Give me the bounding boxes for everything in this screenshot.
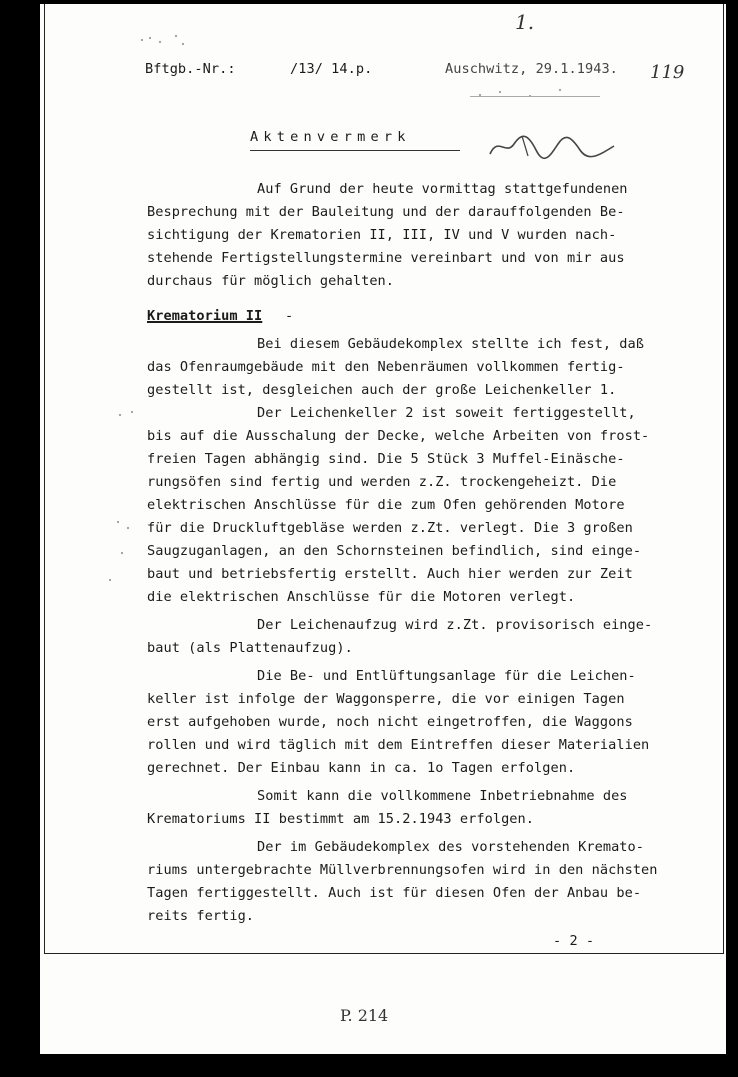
- para3-line-1: Der Leichenaufzug wird z.Zt. provisorisch einge-: [257, 617, 653, 633]
- para2-line-5: elektrischen Anschlüsse für die zum Ofen gehörenden Motore: [147, 497, 625, 513]
- para1-line-2: das Ofenraumgebäude mit den Nebenräumen vollkommen fertig-: [147, 359, 625, 375]
- para6-line-3: Tagen fertiggestellt. Auch ist für diesen Ofen der Anbau be-: [147, 885, 642, 901]
- para2-line-4: rungsöfen sind fertig und werden z.Z. trockengeheizt. Die: [147, 474, 617, 490]
- para2-line-9: die elektrischen Anschlüsse für die Motoren verlegt.: [147, 589, 576, 605]
- para6-line-1: Der im Gebäudekomplex des vorstehenden Kremato-: [257, 839, 645, 855]
- page-marker: - 2 -: [553, 933, 595, 949]
- reference-value: /13/ 14.p.: [290, 61, 373, 77]
- intro-line-3: sichtigung der Krematorien II, III, IV und V wurden nach-: [147, 227, 617, 243]
- para2-line-1: Der Leichenkeller 2 ist soweit fertiggestellt,: [257, 405, 636, 421]
- para4-line-1: Die Be- und Entlüftungsanlage für die Leichen-: [257, 668, 636, 684]
- intro-line-1: Auf Grund der heute vormittag stattgefundenen: [257, 181, 628, 197]
- para2-line-2: bis auf die Ausschalung der Decke, welche Arbeiten von frost-: [147, 428, 650, 444]
- section-heading: Krematorium II: [147, 308, 263, 324]
- para2-line-6: für die Druckluftgebläse werden z.Zt. verlegt. Die 3 großen: [147, 520, 633, 536]
- section-heading-dash: -: [285, 308, 294, 324]
- handwritten-page-number: 119: [650, 62, 685, 83]
- para2-line-7: Saugzuganlagen, an den Schornsteinen befindlich, sind einge-: [147, 543, 642, 559]
- para4-line-5: gerechnet. Der Einbau kann in ca. 1o Tagen erfolgen.: [147, 760, 576, 776]
- footer-note: P. 214: [340, 1006, 389, 1025]
- para3-line-2: baut (als Plattenaufzug).: [147, 640, 353, 656]
- place-date: Auschwitz, 29.1.1943.: [445, 61, 618, 77]
- para6-line-2: riums untergebrachte Müllverbrennungsofen wird in den nächsten: [147, 862, 658, 878]
- para4-line-4: rollen und wird täglich mit dem Eintreffen dieser Materialien: [147, 737, 650, 753]
- para5-line-1: Somit kann die vollkommene Inbetriebnahme des: [257, 788, 628, 804]
- title-underline: [250, 150, 460, 151]
- handwritten-top-mark: 1.: [515, 10, 535, 34]
- signature-scribble: [488, 126, 618, 166]
- reference-label: Bftgb.-Nr.:: [145, 61, 236, 77]
- para1-line-3: gestellt ist, desgleichen auch der große Leichenkeller 1.: [147, 382, 617, 398]
- para5-line-2: Krematoriums II bestimmt am 15.2.1943 erfolgen.: [147, 811, 535, 827]
- para1-line-1: Bei diesem Gebäudekomplex stellte ich fest, daß: [257, 336, 645, 352]
- faint-underline: [470, 96, 600, 97]
- document-title: Aktenvermerk: [250, 129, 411, 145]
- para4-line-3: erst aufgehoben wurde, noch nicht eingetroffen, die Waggons: [147, 714, 633, 730]
- para4-line-2: keller ist infolge der Waggonsperre, die vor einigen Tagen: [147, 691, 625, 707]
- intro-line-5: durchaus für möglich gehalten.: [147, 273, 395, 289]
- para6-line-4: reits fertig.: [147, 908, 255, 924]
- intro-line-2: Besprechung mit der Bauleitung und der darauffolgenden Be-: [147, 204, 625, 220]
- para2-line-3: freien Tagen abhängig sind. Die 5 Stück 3 Muffel-Einäsche-: [147, 451, 625, 467]
- intro-line-4: stehende Fertigstellungstermine vereinbart und von mir aus: [147, 250, 625, 266]
- para2-line-8: baut und betriebsfertig erstellt. Auch hier werden zur Zeit: [147, 566, 633, 582]
